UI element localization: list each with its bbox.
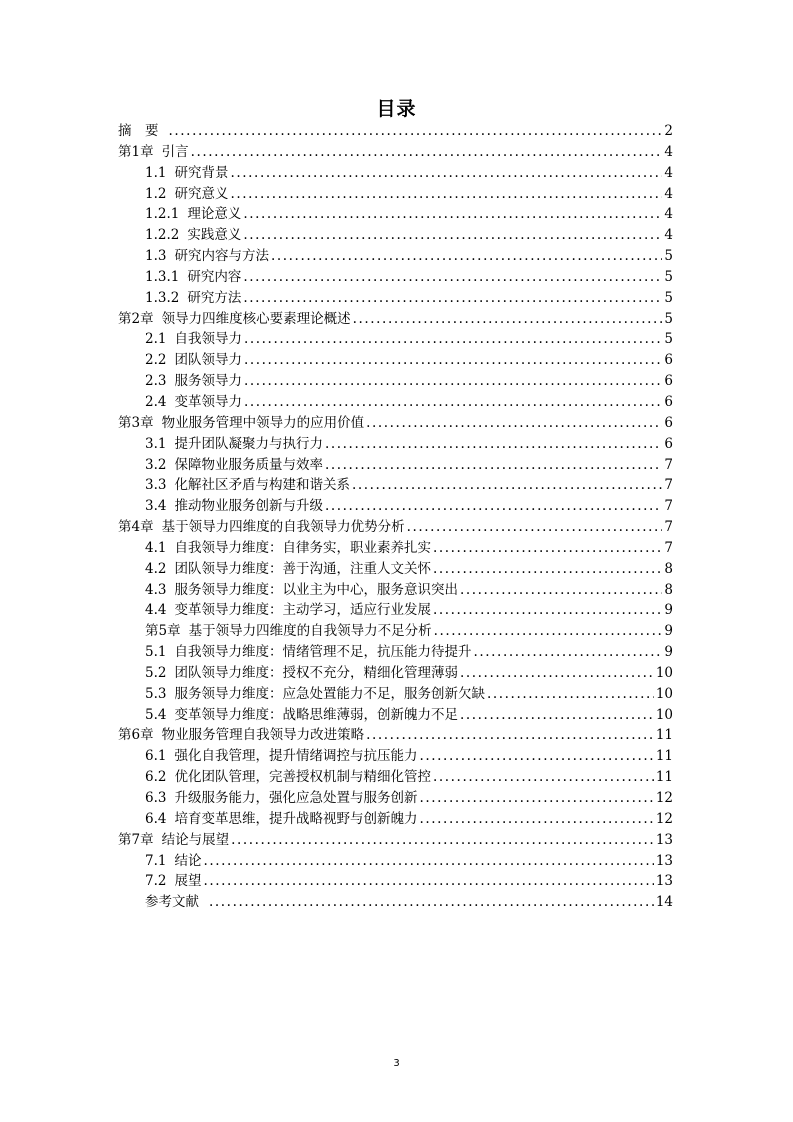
toc-entry-title: 领导力四维度核心要素理论概述 — [161, 310, 351, 327]
toc-entry-title: 团队领导力维度：授权不充分，精细化管理薄弱 — [174, 664, 458, 681]
toc-entry-number: 第2章 — [118, 310, 154, 327]
table-of-contents — [118, 121, 673, 913]
toc-entry-page: 7 — [664, 456, 673, 473]
toc-entry-page: 6 — [664, 373, 673, 390]
toc-entry-title: 服务领导力 — [174, 373, 242, 390]
toc-entry-number: 3.1 — [145, 435, 167, 452]
dot-leader — [231, 830, 654, 851]
toc-entry[interactable] — [118, 684, 673, 705]
toc-entry-number: 4.2 — [145, 560, 167, 577]
toc-entry[interactable] — [118, 892, 673, 913]
toc-entry-page: 6 — [664, 352, 673, 369]
toc-entry[interactable] — [118, 851, 673, 872]
toc-entry[interactable] — [118, 642, 673, 663]
dot-leader — [434, 621, 663, 642]
toc-entry-page: 5 — [664, 331, 673, 348]
toc-entry-label — [145, 496, 323, 517]
toc-entry-page: 4 — [664, 185, 673, 202]
toc-entry-page: 10 — [655, 685, 673, 702]
toc-entry[interactable] — [118, 455, 673, 476]
toc-entry-number: 7.2 — [145, 873, 167, 890]
toc-entry[interactable] — [118, 350, 673, 371]
toc-entry-page: 6 — [664, 414, 673, 431]
toc-entry[interactable] — [118, 767, 673, 788]
toc-entry-label — [145, 204, 241, 225]
toc-entry-number: 第6章 — [118, 727, 154, 744]
toc-entry-page: 7 — [664, 498, 673, 515]
dot-leader — [244, 392, 662, 413]
toc-entry[interactable] — [118, 871, 673, 892]
toc-entry-number: 5.2 — [145, 664, 167, 681]
toc-entry-number: 4.3 — [145, 581, 167, 598]
toc-entry-page: 13 — [655, 852, 673, 869]
toc-entry-label — [145, 538, 431, 559]
toc-entry-label — [145, 225, 241, 246]
toc-entry[interactable] — [118, 121, 673, 142]
toc-entry-page: 13 — [655, 831, 673, 848]
toc-entry-title: 理论意义 — [187, 206, 242, 223]
dot-leader — [191, 142, 663, 163]
toc-entry-page: 5 — [664, 268, 673, 285]
dot-leader — [460, 663, 654, 684]
toc-entry[interactable] — [118, 475, 673, 496]
toc-entry-page: 5 — [664, 248, 673, 265]
toc-entry-title: 保障物业服务质量与效率 — [174, 456, 323, 473]
toc-entry-title: 自我领导力维度：自律务实，职业素养扎实 — [174, 539, 431, 556]
dot-leader — [433, 538, 662, 559]
toc-entry-title: 物业服务管理中领导力的应用价值 — [161, 414, 365, 431]
toc-entry-title: 团队领导力维度：善于沟通，注重人文关怀 — [174, 560, 431, 577]
toc-entry-label — [118, 121, 167, 142]
toc-entry-title: 自我领导力维度：情绪管理不足，抗压能力待提升 — [174, 644, 472, 661]
toc-entry-label — [145, 288, 241, 309]
toc-entry-number: 5.1 — [145, 644, 167, 661]
toc-entry[interactable] — [118, 663, 673, 684]
toc-entry-number: 1.2 — [145, 185, 167, 202]
toc-entry-page: 4 — [664, 227, 673, 244]
toc-entry-number: 5.4 — [145, 706, 167, 723]
toc-entry-label — [145, 788, 417, 809]
toc-entry-label — [145, 621, 432, 642]
dot-leader — [325, 496, 662, 517]
toc-entry[interactable] — [118, 288, 673, 309]
toc-entry[interactable] — [118, 246, 673, 267]
toc-entry-number: 6.2 — [145, 769, 167, 786]
toc-title: 目录 — [376, 98, 417, 120]
dot-leader — [243, 267, 662, 288]
toc-entry-label — [145, 851, 201, 872]
toc-entry-number: 1.2.2 — [145, 227, 180, 244]
toc-entry-label — [118, 413, 364, 434]
toc-entry[interactable] — [118, 559, 673, 580]
toc-entry[interactable] — [118, 746, 673, 767]
toc-entry-title: 自我领导力 — [174, 331, 242, 348]
toc-entry-title: 升级服务能力，强化应急处置与服务创新 — [174, 790, 418, 806]
toc-entry-title: 变革领导力维度：战略思维薄弱，创新魄力不足 — [174, 706, 458, 723]
toc-entry-number: 5.3 — [145, 685, 167, 702]
toc-entry-label — [145, 246, 269, 267]
toc-entry-label — [118, 830, 229, 851]
dot-leader — [433, 767, 654, 788]
toc-entry-label — [145, 767, 431, 788]
dot-leader — [419, 746, 653, 767]
toc-entry-label — [145, 871, 201, 892]
toc-entry-label — [145, 809, 417, 830]
dot-leader — [460, 580, 662, 601]
toc-entry-label — [145, 663, 458, 684]
toc-entry-page: 11 — [655, 769, 673, 786]
toc-entry[interactable] — [118, 371, 673, 392]
toc-entry[interactable] — [118, 788, 673, 809]
toc-entry-title: 变革领导力 — [174, 393, 242, 410]
toc-entry-number: 摘 要 — [118, 123, 159, 139]
toc-entry-title: 化解社区矛盾与构建和谐关系 — [174, 477, 350, 494]
toc-entry-number: 2.1 — [145, 331, 167, 348]
toc-entry-page: 7 — [664, 519, 673, 536]
dot-leader — [419, 809, 653, 830]
toc-entry-label — [145, 705, 458, 726]
page-number: 3 — [393, 1058, 400, 1069]
toc-entry[interactable] — [118, 392, 673, 413]
toc-entry-number: 第3章 — [118, 414, 154, 431]
toc-entry[interactable] — [118, 538, 673, 559]
toc-entry-page: 11 — [655, 748, 673, 765]
toc-entry-label — [118, 725, 364, 746]
toc-entry-label — [145, 163, 228, 184]
toc-entry-page: 4 — [664, 206, 673, 223]
toc-entry-title: 强化自我管理，提升情绪调控与抗压能力 — [174, 748, 418, 765]
toc-entry[interactable] — [118, 517, 673, 538]
dot-leader — [244, 350, 662, 371]
toc-entry[interactable] — [118, 809, 673, 830]
toc-entry-title: 结论 — [174, 852, 202, 869]
toc-entry-page: 12 — [655, 810, 673, 827]
dot-leader — [244, 371, 662, 392]
toc-entry-page: 11 — [655, 727, 673, 744]
toc-entry-page: 7 — [664, 539, 673, 556]
toc-entry-title: 基于领导力四维度的自我领导力不足分析 — [188, 623, 432, 640]
toc-entry-number: 1.1 — [145, 164, 167, 181]
toc-entry-label — [145, 184, 228, 205]
toc-entry-label — [145, 434, 323, 455]
toc-entry-number: 2.3 — [145, 373, 167, 390]
dot-leader — [419, 788, 653, 809]
toc-entry[interactable] — [118, 830, 673, 851]
toc-entry-title: 研究内容与方法 — [174, 248, 269, 265]
toc-entry[interactable] — [118, 267, 673, 288]
toc-entry-page: 13 — [655, 873, 673, 890]
toc-entry-label — [145, 580, 458, 601]
dot-leader — [169, 121, 663, 142]
toc-entry-label — [145, 746, 417, 767]
dot-leader — [433, 559, 662, 580]
dot-leader — [487, 684, 654, 705]
toc-entry-title: 优化团队管理，完善授权机制与精细化管控 — [174, 769, 431, 786]
toc-entry[interactable] — [118, 204, 673, 225]
toc-entry-title: 推动物业服务创新与升级 — [174, 498, 323, 515]
toc-entry-page: 9 — [664, 602, 673, 619]
dot-leader — [243, 204, 662, 225]
toc-entry-title: 研究内容 — [187, 268, 242, 285]
dot-leader — [366, 413, 662, 434]
dot-leader — [352, 475, 662, 496]
toc-entry-label — [145, 371, 242, 392]
toc-entry-label — [118, 517, 405, 538]
toc-entry[interactable] — [118, 329, 673, 350]
toc-entry-label — [145, 329, 242, 350]
toc-entry-number: 3.2 — [145, 456, 167, 473]
toc-entry-number: 2.2 — [145, 352, 167, 369]
toc-entry-label — [145, 350, 242, 371]
toc-entry-number: 1.2.1 — [145, 206, 180, 223]
dot-leader — [203, 851, 653, 872]
toc-entry-number: 参考文献 — [145, 894, 199, 911]
dot-leader — [203, 871, 653, 892]
toc-entry-title: 结论与展望 — [161, 831, 230, 848]
dot-leader — [460, 705, 654, 726]
toc-entry-page: 8 — [664, 560, 673, 577]
toc-entry-title: 实践意义 — [187, 227, 242, 244]
dot-leader — [473, 642, 662, 663]
toc-entry-label — [145, 559, 431, 580]
toc-entry-number: 6.4 — [145, 810, 167, 827]
dot-leader — [433, 600, 662, 621]
dot-leader — [230, 163, 662, 184]
dot-leader — [244, 329, 662, 350]
toc-entry[interactable] — [118, 142, 673, 163]
toc-entry-page: 10 — [655, 664, 673, 681]
toc-entry-number: 4.4 — [145, 602, 167, 619]
toc-entry-title: 展望 — [174, 873, 202, 890]
dot-leader — [271, 246, 662, 267]
toc-entry[interactable] — [118, 413, 673, 434]
toc-entry-page: 10 — [655, 706, 673, 723]
toc-entry-label — [145, 267, 241, 288]
toc-entry-number: 1.3 — [145, 248, 167, 265]
toc-entry-number: 3.3 — [145, 477, 167, 494]
toc-entry-number: 7.1 — [145, 852, 167, 869]
toc-entry-label — [145, 455, 323, 476]
toc-entry-number: 4.1 — [145, 539, 167, 556]
toc-entry-title: 研究背景 — [174, 164, 229, 181]
toc-entry[interactable] — [118, 621, 673, 642]
toc-entry-number: 6.1 — [145, 748, 167, 765]
toc-entry-title: 变革领导力维度：主动学习，适应行业发展 — [174, 602, 431, 619]
dot-leader — [243, 288, 662, 309]
toc-entry-title: 物业服务管理自我领导力改进策略 — [161, 727, 365, 744]
toc-entry-number: 1.3.1 — [145, 268, 180, 285]
toc-entry-page: 8 — [664, 581, 673, 598]
toc-entry[interactable] — [118, 496, 673, 517]
dot-leader — [325, 434, 662, 455]
toc-entry-number: 6.3 — [145, 790, 167, 806]
dot-leader — [230, 184, 662, 205]
toc-entry-number: 2.4 — [145, 393, 167, 410]
toc-entry[interactable] — [118, 225, 673, 246]
toc-entry-page: 14 — [655, 894, 673, 911]
toc-entry-number: 第4章 — [118, 519, 154, 536]
toc-entry-number: 3.4 — [145, 498, 167, 515]
dot-leader — [353, 309, 663, 330]
toc-entry-label — [145, 892, 207, 913]
dot-leader — [325, 455, 662, 476]
toc-entry-label — [145, 684, 485, 705]
toc-entry-title: 服务领导力维度：应急处置能力不足，服务创新欠缺 — [174, 685, 485, 702]
toc-entry-label — [145, 642, 471, 663]
toc-entry-page: 9 — [664, 644, 673, 661]
toc-entry-title: 基于领导力四维度的自我领导力优势分析 — [161, 519, 405, 536]
toc-entry-title: 服务领导力维度：以业主为中心，服务意识突出 — [174, 581, 458, 598]
dot-leader — [366, 725, 654, 746]
toc-entry-page: 12 — [655, 790, 673, 806]
toc-entry-page: 5 — [664, 289, 673, 306]
toc-entry-title: 研究意义 — [174, 185, 229, 202]
toc-entry-label — [118, 309, 351, 330]
toc-entry[interactable] — [118, 580, 673, 601]
toc-entry-page: 7 — [664, 477, 673, 494]
toc-entry-page: 5 — [664, 310, 673, 327]
toc-entry-page: 4 — [664, 164, 673, 181]
toc-entry[interactable] — [118, 434, 673, 455]
toc-entry-number: 第7章 — [118, 831, 154, 848]
toc-entry-page: 6 — [664, 393, 673, 410]
toc-entry-title: 提升团队凝聚力与执行力 — [174, 435, 323, 452]
toc-entry-label — [118, 142, 189, 163]
toc-entry-page: 6 — [664, 435, 673, 452]
toc-entry-page: 4 — [664, 143, 673, 160]
toc-entry-title: 培育变革思维，提升战略视野与创新魄力 — [174, 810, 418, 827]
dot-leader — [407, 517, 663, 538]
dot-leader — [243, 225, 662, 246]
dot-leader — [209, 892, 654, 913]
toc-entry-title: 团队领导力 — [174, 352, 242, 369]
toc-entry-title: 引言 — [161, 143, 189, 160]
toc-entry[interactable] — [118, 309, 673, 330]
toc-entry[interactable] — [118, 725, 673, 746]
toc-entry-page: 9 — [664, 623, 673, 640]
toc-entry-label — [145, 600, 431, 621]
toc-entry-title: 研究方法 — [187, 289, 242, 306]
toc-entry-label — [145, 392, 242, 413]
toc-entry[interactable] — [118, 163, 673, 184]
toc-entry-number: 第1章 — [118, 143, 154, 160]
toc-entry-label — [145, 475, 350, 496]
toc-entry[interactable] — [118, 600, 673, 621]
toc-entry-page: 2 — [664, 123, 673, 139]
toc-entry[interactable] — [118, 184, 673, 205]
toc-entry[interactable] — [118, 705, 673, 726]
toc-entry-number: 第5章 — [145, 623, 181, 640]
toc-entry-number: 1.3.2 — [145, 289, 180, 306]
